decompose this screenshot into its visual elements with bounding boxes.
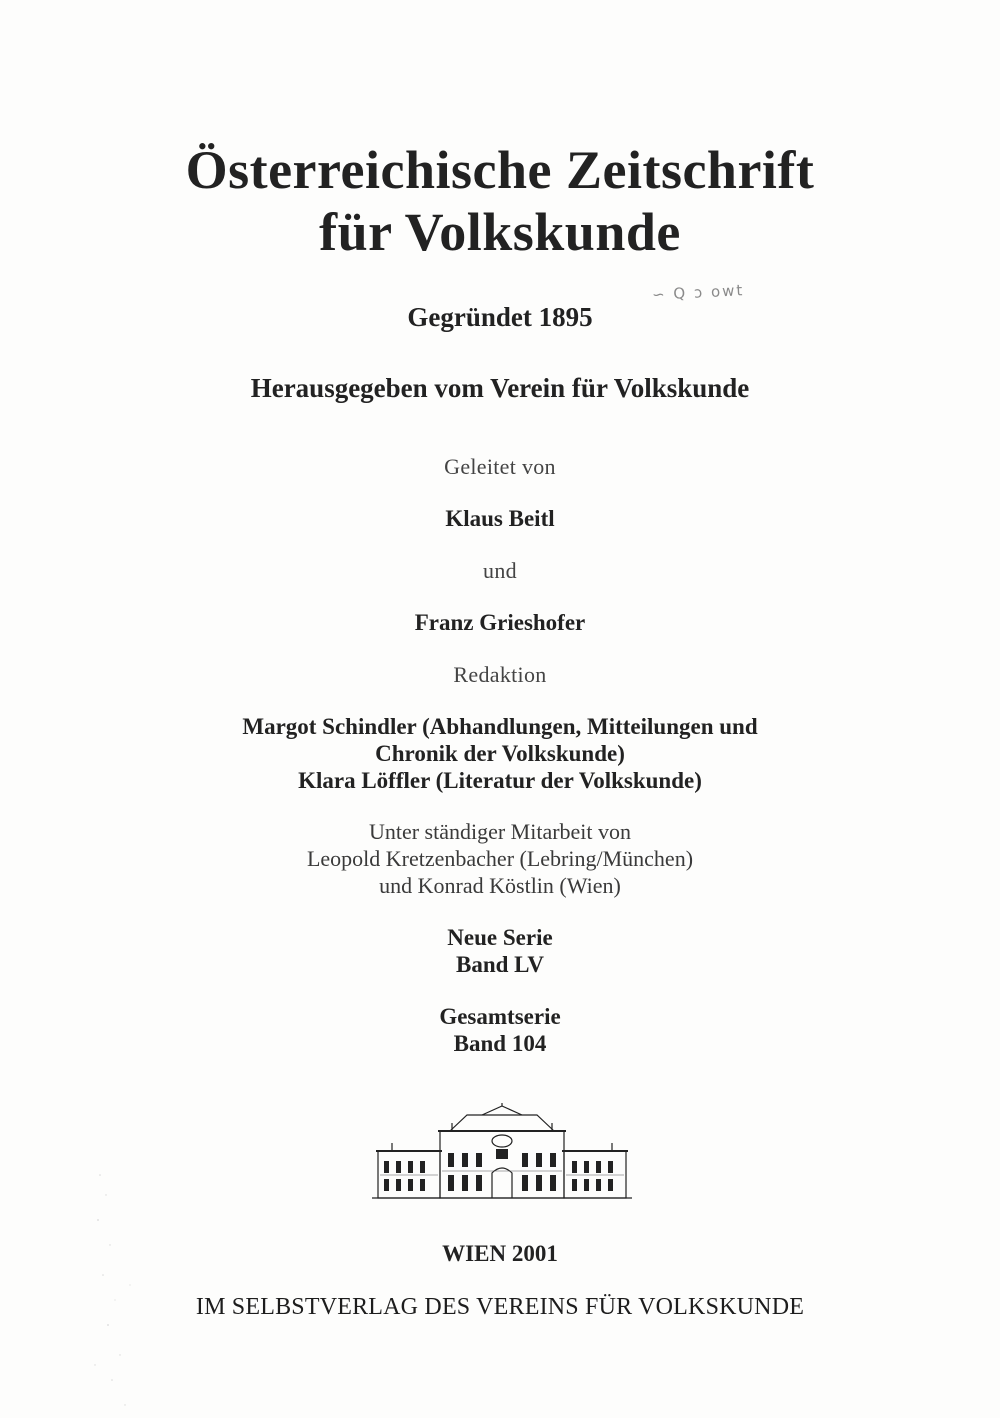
editor-name-2: Franz Grieshofer xyxy=(414,610,586,635)
place-and-year: WIEN 2001 xyxy=(442,1241,558,1266)
redaction-line-1: Margot Schindler (Abhandlungen, Mitteilungen und xyxy=(242,714,758,739)
total-series-label: Gesamtserie xyxy=(439,1004,561,1029)
journal-title-line-1: Österreichische Zeitschrift xyxy=(185,140,815,200)
and-label: und xyxy=(483,558,517,583)
redaction-line-2: Chronik der Volkskunde) xyxy=(375,741,625,766)
redaction-line-3: Klara Löffler (Literatur der Volkskunde) xyxy=(298,768,702,793)
total-series-volume: Band 104 xyxy=(453,1031,547,1056)
journal-title-line-2: für Volkskunde xyxy=(319,202,681,262)
handwritten-note: ∽ Q ↄ owt xyxy=(651,281,745,304)
publisher-line: Herausgegeben vom Verein für Volkskunde xyxy=(250,373,750,403)
imprint-line: IM SELBSTVERLAG DES VEREINS FÜR VOLKSKUNDE xyxy=(195,1294,805,1320)
new-series-label: Neue Serie xyxy=(447,925,553,950)
redaction-label: Redaktion xyxy=(453,662,547,687)
collaboration-line-1: Unter ständiger Mitarbeit von xyxy=(368,819,632,844)
collaboration-line-2: Leopold Kretzenbacher (Lebring/München) xyxy=(306,846,694,871)
collaboration-line-3: und Konrad Köstlin (Wien) xyxy=(379,873,621,898)
founded-line: Gegründet 1895 xyxy=(407,302,593,332)
scan-edge-noise xyxy=(70,1165,150,1415)
new-series-volume: Band LV xyxy=(455,952,544,977)
editor-name-1: Klaus Beitl xyxy=(445,506,555,531)
building-vignette-illustration xyxy=(372,1103,632,1203)
led-by-label: Geleitet von xyxy=(444,454,556,479)
